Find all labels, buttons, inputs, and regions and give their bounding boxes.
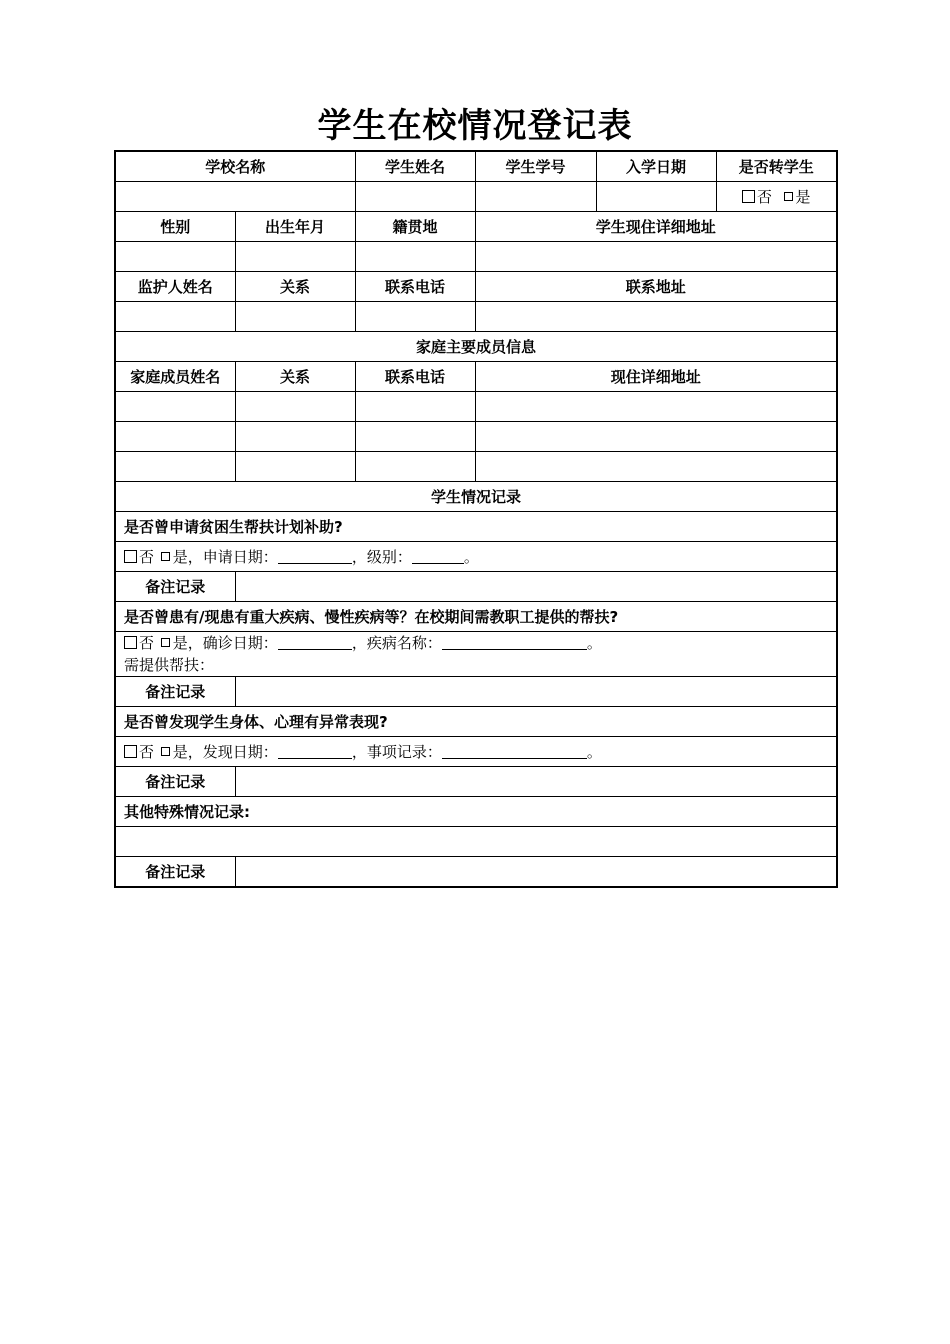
record-section-row — [115, 482, 837, 512]
level-blank[interactable] — [412, 549, 464, 564]
illness-name-blank[interactable] — [442, 635, 587, 650]
address-field[interactable] — [475, 242, 837, 272]
help-needed-label: 需提供帮扶： — [124, 656, 215, 674]
enroll-date-label: 入学日期 — [596, 151, 716, 182]
transfer-yes-label: 是 — [795, 188, 811, 206]
remark-field[interactable] — [235, 857, 837, 888]
student-name-field[interactable] — [355, 182, 475, 212]
transfer-yes-checkbox[interactable] — [784, 192, 793, 201]
member-name-field[interactable] — [115, 422, 235, 452]
member-relation-field[interactable] — [235, 452, 355, 482]
question-row — [115, 707, 837, 737]
guardian-address-field[interactable] — [475, 302, 837, 332]
is-transfer-label: 是否转学生 — [716, 151, 837, 182]
birth-field[interactable] — [235, 242, 355, 272]
q3-end: 。 — [586, 742, 602, 761]
other-question: 其他特殊情况记录: — [115, 797, 837, 827]
q1-no-checkbox[interactable] — [124, 550, 137, 563]
question-row — [115, 602, 837, 632]
family-section-title: 家庭主要成员信息 — [115, 332, 837, 362]
q1-end: 。 — [463, 547, 479, 566]
event-record-blank[interactable] — [442, 744, 587, 759]
q3-yes-label: 是，发现日期： — [172, 742, 278, 761]
family-header-row — [115, 362, 837, 392]
remark-field[interactable] — [235, 767, 837, 797]
question-row — [115, 512, 837, 542]
student-id-label: 学生学号 — [475, 151, 596, 182]
guardian-name-label: 监护人姓名 — [115, 272, 235, 302]
member-relation-label: 关系 — [235, 362, 355, 392]
guardian-relation-field[interactable] — [235, 302, 355, 332]
address-label: 学生现住详细地址 — [475, 212, 837, 242]
school-name-label: 学校名称 — [115, 151, 355, 182]
member-relation-field[interactable] — [235, 422, 355, 452]
member-name-field[interactable] — [115, 452, 235, 482]
basic-header-row — [115, 151, 837, 182]
transfer-no-checkbox[interactable] — [742, 190, 755, 203]
family-row — [115, 452, 837, 482]
q2-yes-label: 是，确诊日期： — [172, 634, 278, 652]
enroll-date-field[interactable] — [596, 182, 716, 212]
transfer-options — [716, 182, 837, 212]
student-id-field[interactable] — [475, 182, 596, 212]
remark-row — [115, 677, 837, 707]
remark-label: 备注记录 — [115, 857, 235, 888]
illness-question: 是否曾患有/现患有重大疾病、慢性疾病等？在校期间需教职工提供的帮扶? — [115, 602, 837, 632]
member-address-label: 现住详细地址 — [475, 362, 837, 392]
remark-field[interactable] — [235, 677, 837, 707]
answer-row — [115, 542, 837, 572]
remark-label: 备注记录 — [115, 677, 235, 707]
member-name-label: 家庭成员姓名 — [115, 362, 235, 392]
member-address-field[interactable] — [475, 422, 837, 452]
q1-yes-checkbox[interactable] — [161, 552, 170, 561]
remark-label: 备注记录 — [115, 767, 235, 797]
member-phone-label: 联系电话 — [355, 362, 475, 392]
gender-field[interactable] — [115, 242, 235, 272]
poverty-aid-question: 是否曾申请贫困生帮扶计划补助? — [115, 512, 837, 542]
answer-row — [115, 827, 837, 857]
q1-no-label: 否 — [139, 547, 155, 566]
guardian-phone-field[interactable] — [355, 302, 475, 332]
q3-no-checkbox[interactable] — [124, 745, 137, 758]
remark-field[interactable] — [235, 572, 837, 602]
q2-no-checkbox[interactable] — [124, 636, 137, 649]
guardian-input-row — [115, 302, 837, 332]
member-phone-field[interactable] — [355, 392, 475, 422]
guardian-relation-label: 关系 — [235, 272, 355, 302]
member-name-field[interactable] — [115, 392, 235, 422]
birth-label: 出生年月 — [235, 212, 355, 242]
member-phone-field[interactable] — [355, 422, 475, 452]
question-row — [115, 797, 837, 827]
member-address-field[interactable] — [475, 452, 837, 482]
native-place-label: 籍贯地 — [355, 212, 475, 242]
q2-end: 。 — [586, 634, 602, 652]
remark-row — [115, 572, 837, 602]
family-section-row — [115, 332, 837, 362]
family-row — [115, 422, 837, 452]
answer-row — [115, 632, 837, 677]
other-record-field[interactable] — [115, 827, 837, 857]
found-date-blank[interactable] — [278, 744, 352, 759]
illness-answer — [115, 632, 837, 677]
student-name-label: 学生姓名 — [355, 151, 475, 182]
answer-row — [115, 737, 837, 767]
guardian-name-field[interactable] — [115, 302, 235, 332]
guardian-phone-label: 联系电话 — [355, 272, 475, 302]
member-relation-field[interactable] — [235, 392, 355, 422]
transfer-no-label: 否 — [756, 188, 772, 206]
school-name-field[interactable] — [115, 182, 355, 212]
q3-yes-checkbox[interactable] — [161, 747, 170, 756]
q3-record-label: ，事项记录： — [351, 742, 442, 761]
poverty-aid-answer — [115, 542, 837, 572]
q2-yes-checkbox[interactable] — [161, 638, 170, 647]
remark-row — [115, 767, 837, 797]
remark-label: 备注记录 — [115, 572, 235, 602]
apply-date-blank[interactable] — [278, 549, 352, 564]
q1-level-label: ，级别： — [351, 547, 412, 566]
record-section-title: 学生情况记录 — [115, 482, 837, 512]
q2-name-label: ，疾病名称： — [351, 634, 442, 652]
native-place-field[interactable] — [355, 242, 475, 272]
family-row — [115, 392, 837, 422]
page-title: 学生在校情况登记表 — [317, 106, 633, 146]
q3-no-label: 否 — [139, 742, 155, 761]
remark-row — [115, 857, 837, 888]
member-address-field[interactable] — [475, 392, 837, 422]
abnormal-answer — [115, 737, 837, 767]
guardian-header-row — [115, 272, 837, 302]
personal-header-row — [115, 212, 837, 242]
member-phone-field[interactable] — [355, 452, 475, 482]
q2-no-label: 否 — [139, 634, 155, 652]
registration-form — [114, 150, 838, 888]
basic-input-row — [115, 182, 837, 212]
diagnosis-date-blank[interactable] — [278, 635, 352, 650]
personal-input-row — [115, 242, 837, 272]
q1-yes-label: 是，申请日期： — [172, 547, 278, 566]
gender-label: 性别 — [115, 212, 235, 242]
guardian-address-label: 联系地址 — [475, 272, 837, 302]
abnormal-question: 是否曾发现学生身体、心理有异常表现? — [115, 707, 837, 737]
